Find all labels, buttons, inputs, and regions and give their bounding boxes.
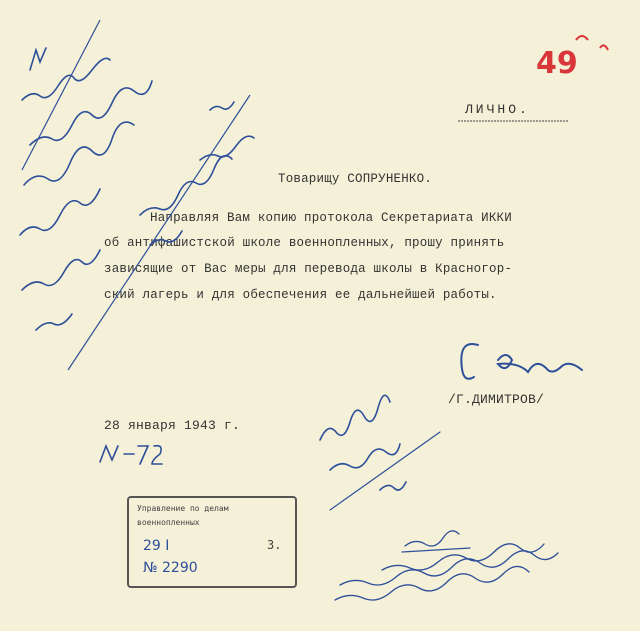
stamp-extra: 3. [267, 538, 282, 552]
stamp-number: № 2290 [143, 560, 198, 576]
body-line-1: Направляя Вам копию протокола Секретариата ИККИ [150, 211, 512, 225]
confidential-heading: ЛИЧНО. [465, 102, 530, 117]
body-line-2: об антифашистской школе военнопленных, прошу принять [104, 236, 505, 250]
page-marker: 49 [536, 46, 578, 81]
body-line-3: зависящие от Вас меры для перевода школы в Красногор- [104, 262, 513, 276]
document-date: 28 января 1943 г. [104, 418, 241, 433]
body-line-4: ский лагерь и для обеспечения ее дальнейшей работы. [104, 288, 497, 302]
handwritten-number [150, 444, 153, 445]
stamp-line-1: Управление по делам [137, 504, 229, 513]
addressee: Товарищу СОПРУНЕНКО. [278, 172, 433, 186]
registration-stamp [127, 496, 297, 588]
signature-name: /Г.ДИМИТРОВ/ [448, 392, 545, 407]
stamp-date: 29 I [143, 538, 170, 554]
stamp-line-2: военнопленных [137, 518, 200, 527]
